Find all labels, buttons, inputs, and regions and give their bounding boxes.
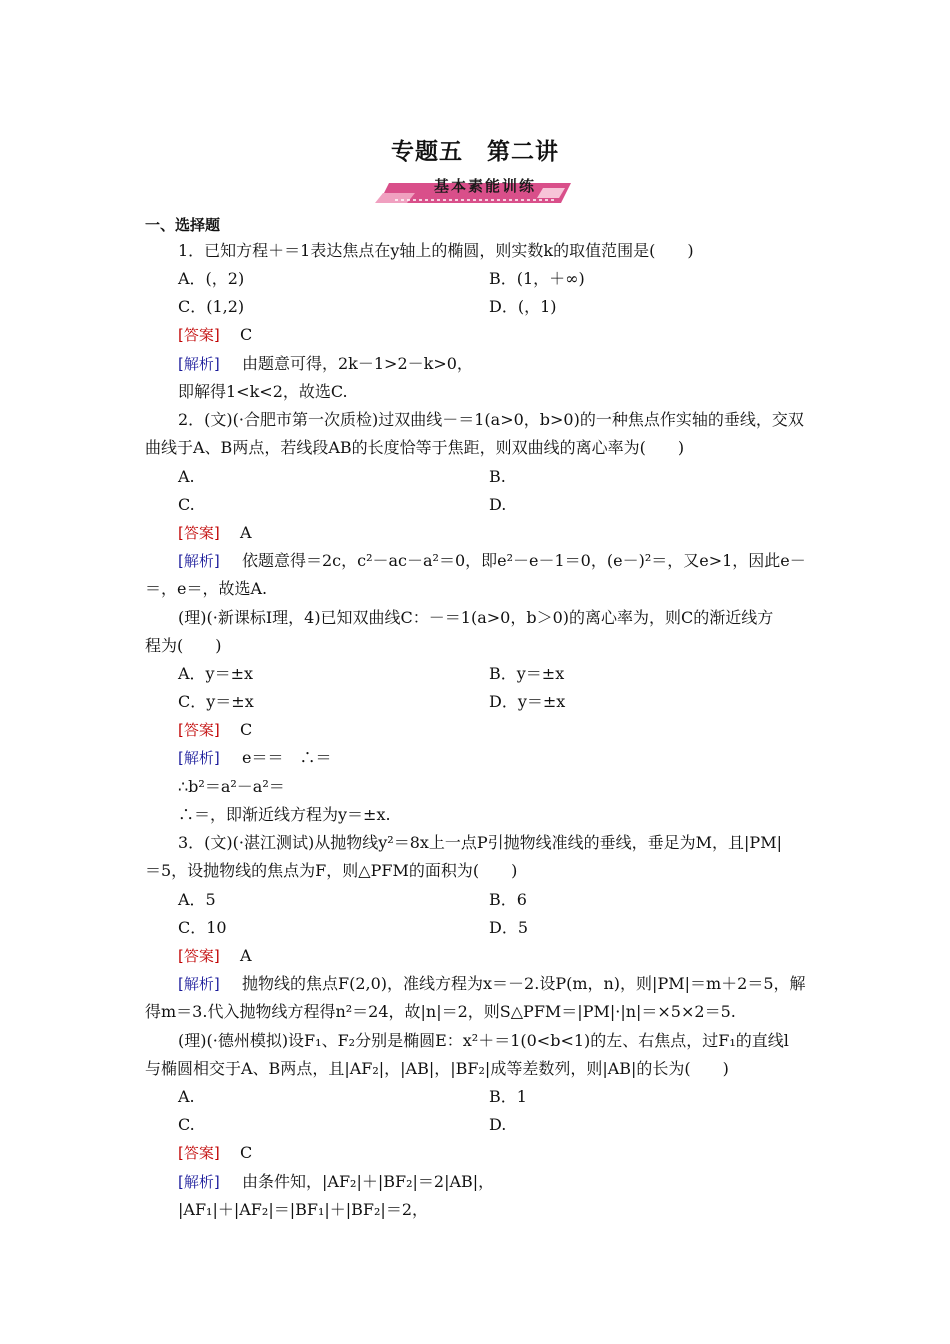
- analysis-text: 依题意得＝2c，c²－ac－a²＝0，即e²－e－1＝0，(e－)²＝，又e>1，因此e－: [242, 551, 806, 570]
- option-d: D．y＝±x: [489, 692, 566, 711]
- question-3-stem-cont: ＝5，设抛物线的焦点为F，则△PFM的面积为( ): [145, 861, 518, 880]
- question-3-alt-stem-cont: 与椭圆相交于A、B两点，且|AF₂|，|AB|，|BF₂|成等差数列，则|AB|的长为( ): [145, 1059, 729, 1078]
- option-c: C.: [178, 495, 195, 514]
- option-b: B．1: [489, 1087, 527, 1106]
- analysis-tag: [解析]: [178, 552, 220, 570]
- page-title: 专题五 第二讲: [391, 139, 559, 165]
- section-banner: [375, 176, 575, 204]
- analysis-text: |AF₁|＋|AF₂|＝|BF₁|＋|BF₂|＝2，: [178, 1200, 428, 1219]
- analysis-tag: [解析]: [178, 975, 220, 993]
- answer-value: A: [240, 523, 252, 542]
- answer-value: C: [240, 325, 253, 344]
- analysis-text: ＝，e＝，故选A.: [145, 579, 268, 598]
- option-d: D.: [489, 495, 507, 514]
- banner-text: 基本素能训练: [433, 177, 536, 195]
- option-c: C．y＝±x: [178, 692, 254, 711]
- analysis-text: e＝＝ ∴＝: [242, 748, 332, 767]
- analysis-text: 即解得1<k<2，故选C.: [178, 382, 348, 401]
- analysis-text: 由题意可得，2k－1>2－k>0，: [242, 354, 473, 373]
- option-d: D.: [489, 1115, 507, 1134]
- question-1-stem: 1．已知方程＋＝1表达焦点在y轴上的椭圆，则实数k的取值范围是( ): [178, 241, 694, 260]
- section-heading: 一、选择题: [145, 216, 221, 234]
- analysis-text: 抛物线的焦点F(2,0)，准线方程为x＝－2.设P(m，n)，则|PM|＝m＋2＝5，解: [242, 974, 806, 993]
- option-b: B．y＝±x: [489, 664, 565, 683]
- option-b: B．(1，＋∞): [489, 269, 585, 288]
- analysis-tag: [解析]: [178, 1173, 220, 1191]
- question-2-alt-stem-cont: 程为( ): [145, 636, 222, 655]
- analysis-tag: [解析]: [178, 749, 220, 767]
- analysis-text: 由条件知，|AF₂|＋|BF₂|＝2|AB|，: [242, 1172, 495, 1191]
- analysis-text: 得m＝3.代入抛物线方程得n²＝24，故|n|＝2，则S△PFM＝|PM|·|n|＝×5×2＝5.: [145, 1002, 736, 1021]
- option-c: C．10: [178, 918, 227, 937]
- analysis-text: ∴b²＝a²－a²＝: [178, 777, 285, 796]
- question-2-alt-stem: (理)(·新课标Ⅰ理，4)已知双曲线C：－＝1(a>0，b＞0)的离心率为，则C的渐近线方: [178, 608, 774, 627]
- answer-value: C: [240, 720, 253, 739]
- answer-tag: [答案]: [178, 721, 220, 739]
- option-a: A.: [178, 1087, 195, 1106]
- option-a: A．5: [178, 890, 216, 909]
- answer-value: A: [240, 946, 252, 965]
- answer-tag: [答案]: [178, 524, 220, 542]
- option-c: C．(1,2): [178, 297, 245, 316]
- question-2-stem: 2．(文)(·合肥市第一次质检)过双曲线－＝1(a>0，b>0)的一种焦点作实轴的垂线，交双: [178, 410, 804, 429]
- option-a: A．y＝±x: [178, 664, 254, 683]
- answer-tag: [答案]: [178, 1144, 220, 1162]
- option-c: C.: [178, 1115, 195, 1134]
- option-b: B.: [489, 467, 506, 486]
- answer-tag: [答案]: [178, 326, 220, 344]
- option-d: D．5: [489, 918, 529, 937]
- question-3-alt-stem: (理)(·德州模拟)设F₁、F₂分别是椭圆E：x²＋＝1(0<b<1)的左、右焦点，过F₁的直线l: [178, 1031, 789, 1050]
- option-a: A．(，2): [178, 269, 245, 288]
- option-b: B．6: [489, 890, 527, 909]
- question-2-stem-cont: 曲线于A、B两点，若线段AB的长度恰等于焦距，则双曲线的离心率为( ): [145, 438, 685, 457]
- question-3-stem: 3．(文)(·湛江测试)从抛物线y²＝8x上一点P引抛物线准线的垂线，垂足为M，且|PM|: [178, 833, 782, 852]
- option-a: A.: [178, 467, 195, 486]
- answer-value: C: [240, 1143, 253, 1162]
- answer-tag: [答案]: [178, 947, 220, 965]
- option-d: D．(，1): [489, 297, 557, 316]
- analysis-tag: [解析]: [178, 355, 220, 373]
- analysis-text: ∴＝，即渐近线方程为y＝±x.: [178, 805, 391, 824]
